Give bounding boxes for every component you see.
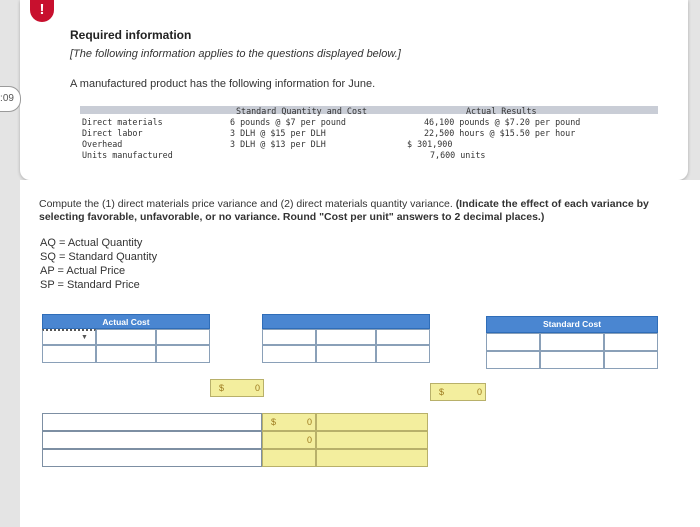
standard-direct-materials: 6 pounds @ $7 per pound [230,117,346,127]
middle-input-1[interactable] [262,329,316,345]
quantity-variance-effect[interactable] [316,431,428,449]
actual-cost-total [210,379,264,397]
label-units-manufactured: Units manufactured [82,150,173,160]
middle-input-6[interactable] [376,345,430,363]
actual-cost-input-5[interactable] [156,345,210,363]
price-variance-value [262,413,316,431]
actual-cost-total-dollar: $ [219,383,225,393]
standard-input-5[interactable] [540,351,604,369]
actual-overhead: $ 301,900 [407,139,453,149]
legend-aq: AQ = Actual Quantity [40,237,143,249]
question-text [39,198,697,224]
required-information-card [20,0,688,180]
standard-cost-header: Standard Cost [486,316,658,333]
quantity-variance-value [262,431,316,449]
standard-cost-total [430,383,486,401]
info-note: [The following information applies to the questions displayed below.] [70,48,401,60]
header-standard: Standard Quantity and Cost [236,106,368,116]
middle-input-4[interactable] [262,345,316,363]
legend-ap: AP = Actual Price [40,265,126,277]
middle-input-2[interactable] [316,329,376,345]
actual-cost-input-4[interactable] [96,345,156,363]
aq-select[interactable] [42,329,96,345]
label-direct-materials: Direct materials [82,117,163,127]
label-overhead: Overhead [82,139,123,149]
header-actual: Actual Results [466,106,537,116]
standard-input-1[interactable] [486,333,540,351]
question-bold: (Indicate the effect of each variance by selecting favorable, unfavorable, or no variance. Round "Cost per unit" answers to 2 decimal places.) [39,198,649,223]
middle-input-5[interactable] [316,345,376,363]
standard-direct-labor: 3 DLH @ $15 per DLH [230,128,326,138]
price-variance-effect[interactable] [316,413,428,431]
standard-cost-total-dollar: $ [439,387,445,397]
standard-input-6[interactable] [604,351,658,369]
label-direct-labor: Direct labor [82,128,143,138]
middle-input-3[interactable] [376,329,430,345]
standard-input-4[interactable] [486,351,540,369]
price-variance-zero: 0 [307,417,313,427]
standard-input-2[interactable] [540,333,604,351]
price-variance-label-select[interactable] [42,413,262,431]
info-heading: Required information [70,28,192,42]
timer-tab[interactable]: :09 [0,86,21,112]
question-plain: Compute the (1) direct materials price variance and (2) direct materials quantity variance. [39,198,456,210]
middle-header [262,314,430,329]
info-table-header-bar [80,106,658,114]
alert-icon: ! [30,0,54,22]
info-intro: A manufactured product has the following information for June. [70,78,376,90]
standard-input-3[interactable] [604,333,658,351]
dropdown-arrow-icon: ▼ [81,334,88,341]
legend-sq: SQ = Standard Quantity [40,251,158,263]
standard-overhead: 3 DLH @ $13 per DLH [230,139,326,149]
total-variance-effect[interactable] [316,449,428,467]
quantity-variance-label-select[interactable] [42,431,262,449]
actual-direct-materials: 46,100 pounds @ $7.20 per pound [424,117,581,127]
total-variance-value [262,449,316,467]
total-variance-label-select[interactable] [42,449,262,467]
actual-cost-input-3[interactable] [42,345,96,363]
actual-cost-total-value: 0 [255,383,261,393]
price-variance-dollar: $ [271,417,277,427]
actual-direct-labor: 22,500 hours @ $15.50 per hour [424,128,576,138]
quantity-variance-zero: 0 [307,435,313,445]
actual-units-manufactured: 7,600 units [430,150,486,160]
actual-cost-input-1[interactable] [96,329,156,345]
actual-cost-header: Actual Cost [42,314,210,329]
legend-sp: SP = Standard Price [40,279,140,291]
standard-cost-total-value: 0 [477,387,483,397]
actual-cost-input-2[interactable] [156,329,210,345]
